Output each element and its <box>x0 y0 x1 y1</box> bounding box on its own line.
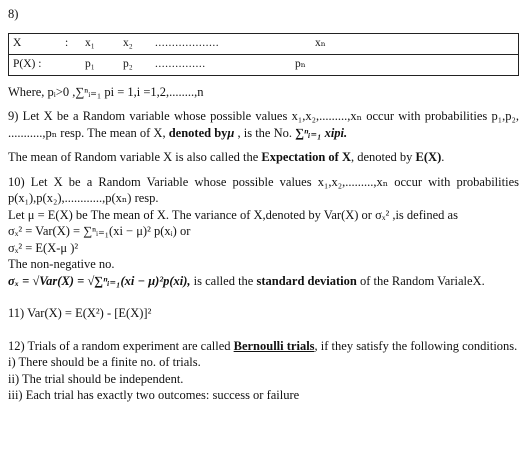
table-row <box>9 33 519 54</box>
item-12-text-b: , if they satisfy the following conditions. <box>314 338 518 353</box>
list-item: i) There should be a finite no. of trials. <box>8 355 201 369</box>
expectation-text-b: , denoted by <box>350 150 416 164</box>
value-pn: pₙ <box>295 57 306 70</box>
mu-symbol: μ <box>227 125 235 140</box>
item-9-denoted: denoted by <box>168 125 228 140</box>
variance-formula-1: σₓ² = Var(X) = ∑ⁿᵢ₌₁(xi − μ)² p(xᵢ) or <box>8 224 191 238</box>
ellipsis-dots: ................... <box>155 36 220 49</box>
list-item: ii) The trial should be independent. <box>8 371 184 386</box>
item-9-text: 9) Let X be a Random variable whose possible values x₁,x₂,.........,xₙ occur with probabilities p₁,p₂, ...........,pₙ resp. The mean of X, <box>8 109 519 140</box>
value-x2: x₂ <box>123 36 133 49</box>
expectation-text: The mean of Random variable X is also called the <box>8 150 262 164</box>
table-cell <box>9 33 519 54</box>
item-8-number: 8) <box>8 7 19 21</box>
variance-formula-2: σₓ² = E(X-μ )² <box>8 240 79 255</box>
non-negative-line: The non-negative no. <box>8 257 115 271</box>
item-9-text-b: , is the No. <box>234 125 296 140</box>
value-p1: p₁ <box>85 57 95 70</box>
sd-term: standard deviation <box>256 273 357 288</box>
ellipsis-dots: ............... <box>155 57 206 70</box>
table-row <box>9 54 519 75</box>
period: . <box>441 150 445 164</box>
bernoulli-term: Bernoulli trials <box>233 338 315 353</box>
variable-label: X <box>13 36 22 49</box>
colon: : <box>65 36 69 49</box>
value-xn: xₙ <box>315 36 326 49</box>
expectation-line <box>8 149 519 166</box>
probability-label: P(X) : <box>13 57 42 70</box>
standard-deviation-paragraph <box>8 273 519 290</box>
item-11-variance-identity: 11) Var(X) = E(X²) - [E(X)]² <box>8 306 152 320</box>
sd-text: is called the <box>190 273 257 288</box>
item-12-paragraph <box>8 338 519 355</box>
list-item: iii) Each trial has exactly two outcomes: success or failure <box>8 388 300 402</box>
expectation-symbol: E(X) <box>415 150 442 164</box>
sd-text-b: of the Random VarialeX. <box>356 273 485 288</box>
item-8-where: Where, pᵢ>0 ,∑ⁿᵢ₌₁ pi = 1,i =1,2,........,n <box>8 84 204 99</box>
table-cell <box>9 54 519 75</box>
probability-distribution-table <box>8 33 519 76</box>
variance-definition-line: Let μ = E(X) be The mean of X. The variance of X,denoted by Var(X) or σₓ² ,is defined as <box>8 207 458 222</box>
value-p2: p₂ <box>123 57 133 70</box>
expectation-term: Expectation of X <box>261 150 351 164</box>
sd-formula: σₓ = √Var(X) = √∑ⁿᵢ₌₁(xi − μ)²p(xi), <box>8 273 191 288</box>
item-10-paragraph: 10) Let X be a Random Variable whose possible values x₁,x₂,.........,xₙ occur with probabilities p(x₁),p(x₂),............,p(xₙ) resp. <box>8 174 519 205</box>
item-12-text: 12) Trials of a random experiment are called <box>8 338 234 353</box>
value-x1: x₁ <box>85 36 95 49</box>
mean-formula: ∑ⁿᵢ₌₁ xipi. <box>295 125 348 140</box>
item-9-paragraph <box>8 108 519 141</box>
